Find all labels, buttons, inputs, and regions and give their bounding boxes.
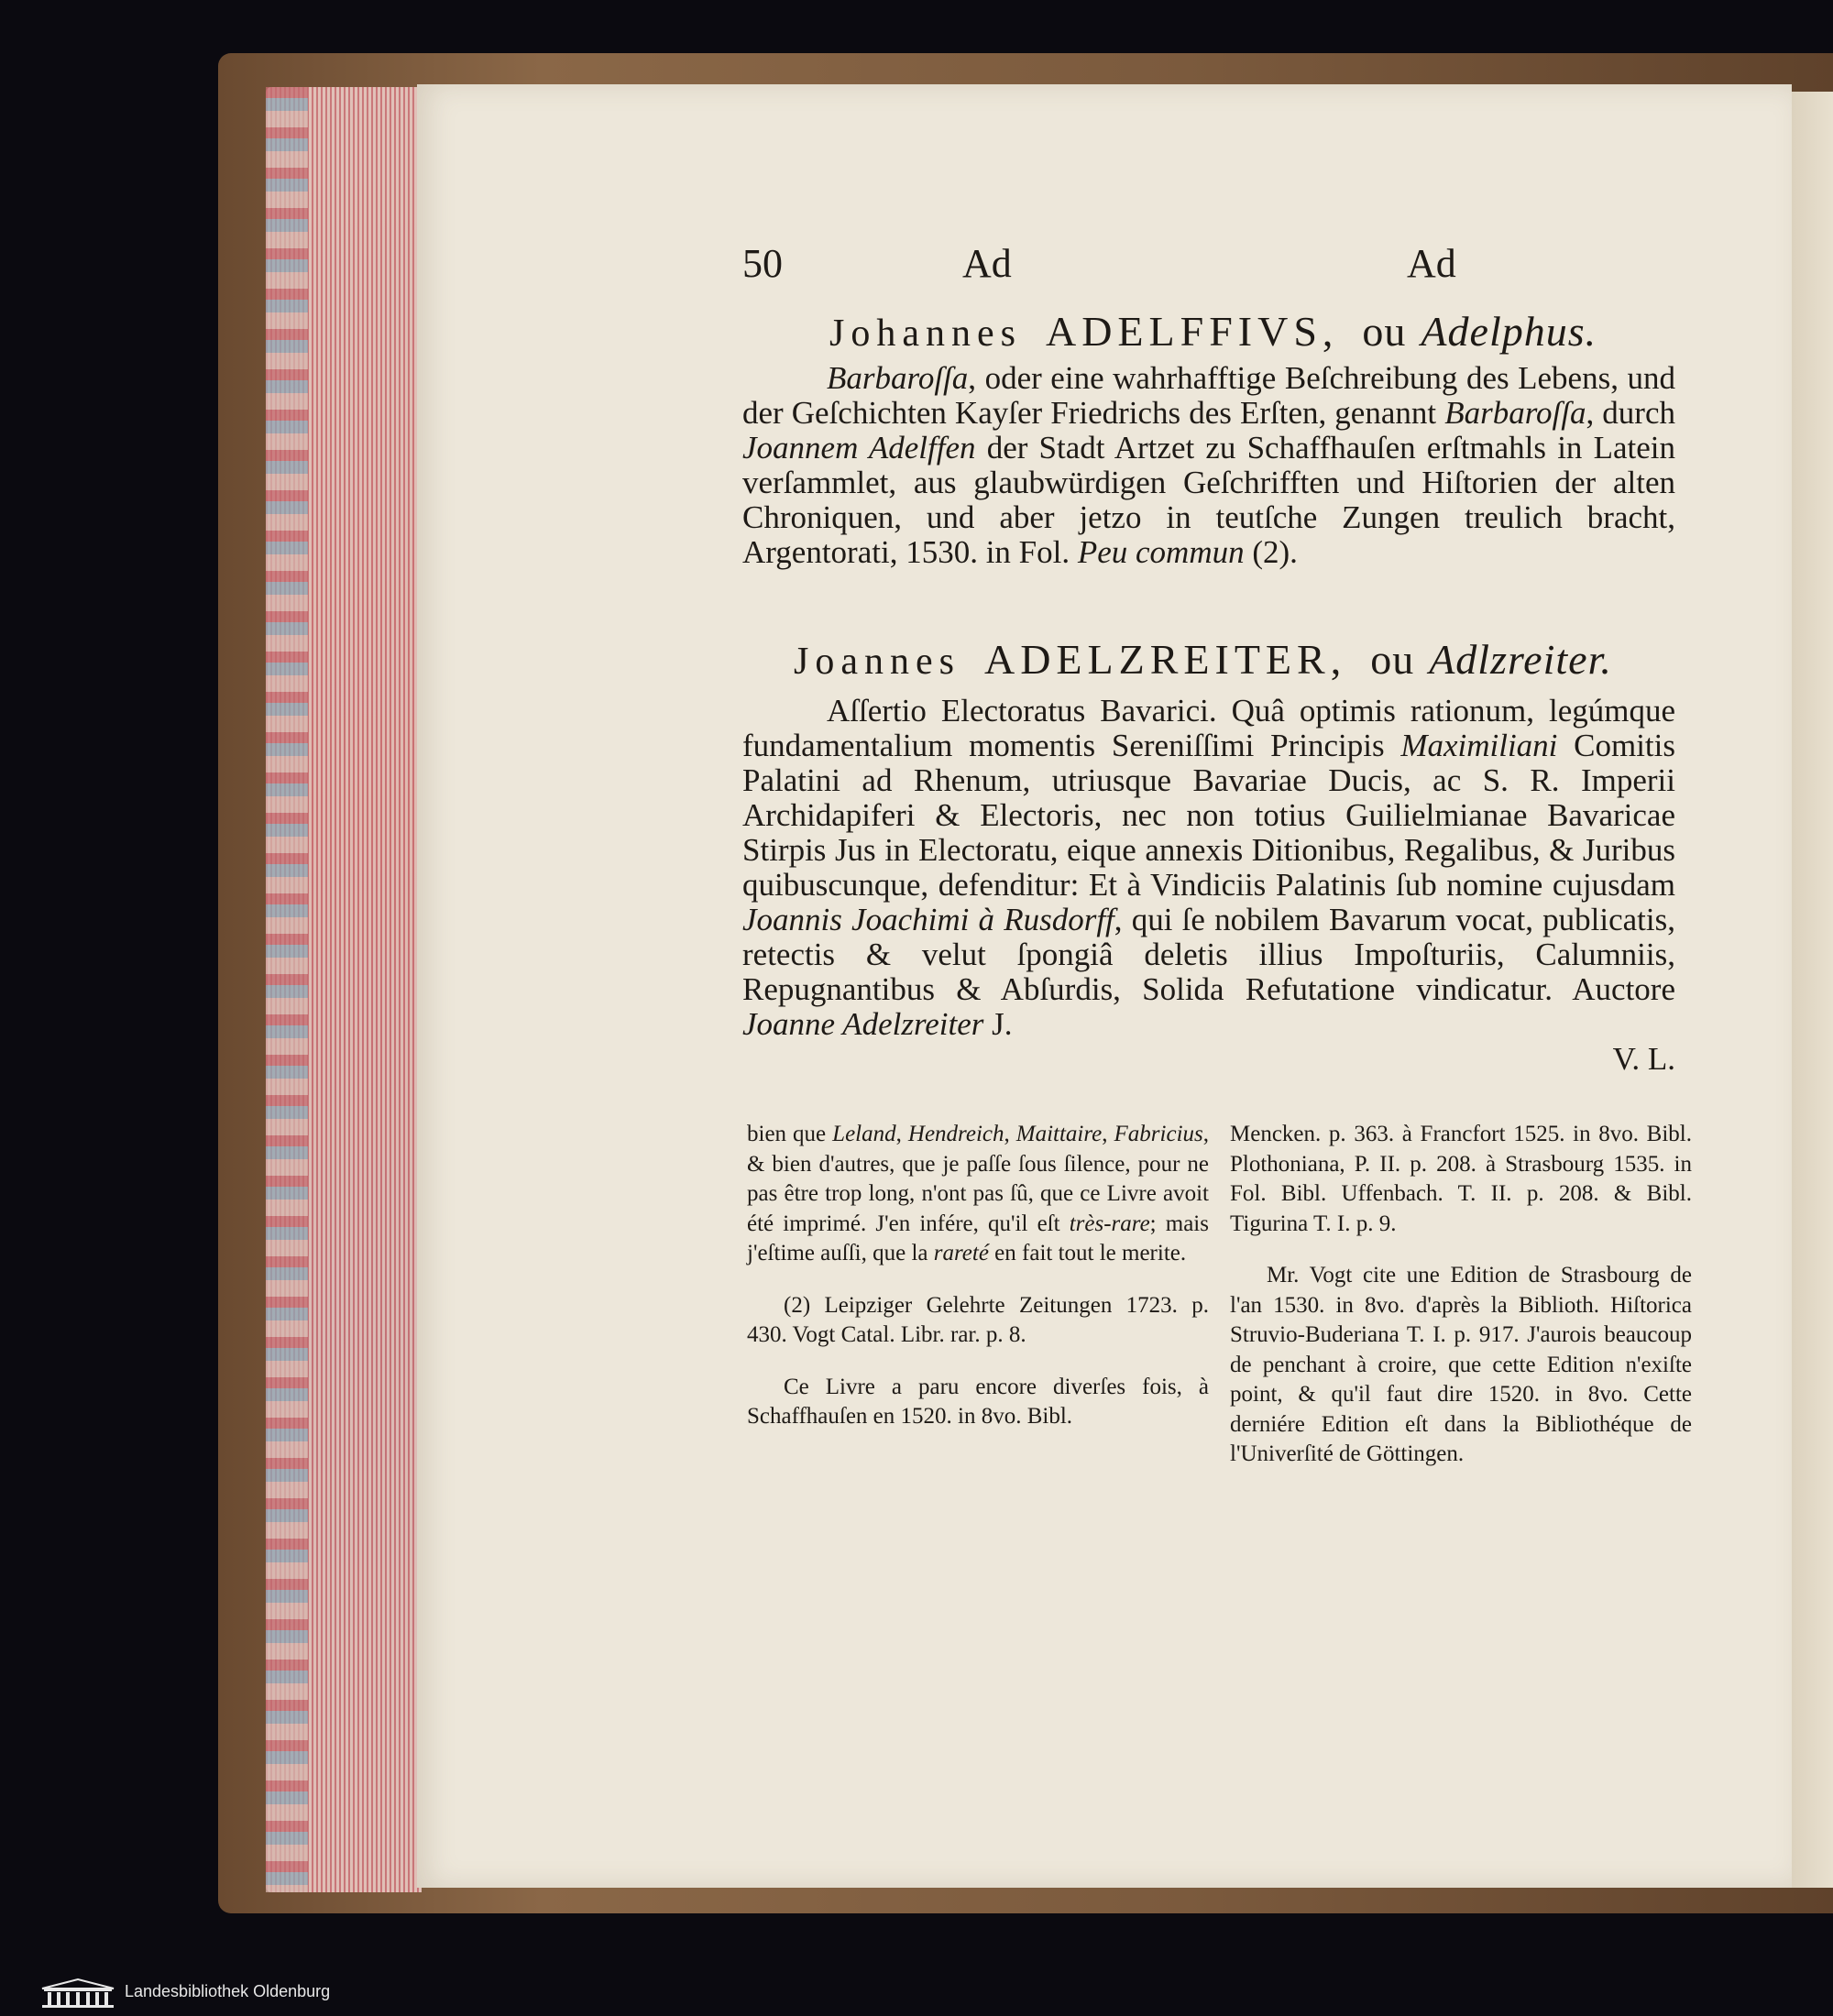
entry-first-name: Johannes [829,312,1022,355]
entry-body-adelffius [742,361,1675,570]
note-text: en fait tout le merite. [988,1241,1187,1265]
running-head-left: Ad [962,241,1012,286]
running-head-right: Ad [1407,241,1456,286]
note-text: , [1102,1122,1114,1146]
library-name: Landesbibliothek Oldenburg [125,1982,331,2000]
entry-title-adelzreiter [794,635,1612,684]
note-text: ; mais j'eſtime auſſi, que la [747,1211,1209,1265]
note-paragraph: Ce Livre a paru encore diverſes fois, à Schaffhauſen en 1520. in 8vo. Bibl. [747,1374,1209,1429]
notes-column-right [1230,1120,1692,1492]
body-text: Aſſertio Electoratus Bavarici. Quâ optimis rationum, legúmque fundamentalium momentis Sereniſſimi Principis [742,693,1675,763]
note-paragraph: Mencken. p. 363. à Francfort 1525. in 8vo. Bibl. Plothoniana, P. II. p. 208. à Strasbourg 1535. in Fol. Bibl. Uffenbach. T. II. p. 208. & Bibl. Tigurina T. I. p. 9. [1230,1122,1692,1236]
footnote-2: (2) Leipziger Gelehrte Zeitungen 1723. p. 430. Vogt Catal. Libr. rar. p. 8. [747,1292,1209,1347]
entry-or: ou [1370,636,1415,683]
entry-or: ou [1362,308,1407,355]
note-text: bien que [747,1122,833,1146]
entry-surname: ADELZREITER, [983,636,1347,683]
marbled-edge [266,87,308,1892]
body-text: , qui ſe nobilem Bavarum vocat, publicatis, retectis & velut ſpongiâ deletis illius Impoſturiis, Calumniis, Repugnantibus & Abſurdis, Solida Refutatione vindicatur. Auctore [742,902,1675,1007]
body-text: , durch [1586,395,1675,431]
title-italic: Barbaroſſa [827,360,969,396]
note-italic: Fabricius [1114,1122,1203,1146]
entry-alt-name: Adelphus. [1421,308,1597,355]
footnote-ref: (2). [1244,534,1298,570]
entry-title-adelffius [829,307,1597,356]
note-paragraph: Mr. Vogt cite une Edition de Strasbourg de l'an 1530. in 8vo. d'après la Biblioth. Hiſtorica Struvio-Buderiana T. I. p. 917. J'aurois beaucoup de penchant à croire, que cette Edition n'exiſte point, & qu'il faut dire 1520. in 8vo. Cette derniére Edition eſt dans la Bibliothéque de l'Univerſité de Göttingen. [1230,1263,1692,1466]
entry-alt-name: Adlzreiter. [1429,636,1612,683]
note-italic: Maittaire [1015,1122,1103,1146]
entry-first-name: Joannes [794,641,960,683]
note-italic: rareté [933,1241,989,1265]
degree-text: V. L. [1612,1041,1675,1077]
name-italic: Joannis Joachimi à Rusdorff [742,902,1114,937]
body-text: der Stadt Artzet zu Schaffhauſen erſtmahls in Latein verſammlet, aus glaubwürdigen Geſchrifften und Hiſtorien der alten Chroniquen, und aber jetzo in teutſche Zungen treulich bracht, Argentorati, 1530. in Fol. [742,430,1675,570]
body-text: Comitis Palatini ad Rhenum, utriusque Bavariae Ducis, ac S. R. Imperii Archidapiferi & Electoris, nec non totius Guilielmianae Bavaricae Stirpis Jus in Electoratu, eique annexis Ditionibus, Regalibus, & Juribus quibuscunque, defenditur: Et à Vindiciis Palatinis ſub nomine cujusdam [742,728,1675,903]
entry-surname: ADELFFIVS, [1045,308,1339,355]
body-text: , oder eine wahrhafftige Beſchreibung des Lebens, und der Geſchichten Kayſer Friedrichs des Erſten, genannt [742,360,1675,431]
page-edges [266,87,422,1892]
author-italic: Joannem Adelffen [742,430,976,466]
note-paragraph [747,1120,1209,1269]
note-text: , [1004,1122,1016,1146]
rarity-italic: Peu commun [1077,534,1245,570]
note-text: , [895,1122,908,1146]
body-text: J. [983,1006,1013,1042]
author-italic: Joanne Adelzreiter [742,1006,984,1042]
note-italic: Hendreich [907,1122,1004,1146]
entry-body-adelzreiter [742,694,1675,1077]
note-text: , & bien d'autres, que je paſſe ſous ſilence, pour ne pas être trop long, n'ont pas ſû, que ce Livre avoit été imprimé. J'en infére, qu'il eſt [747,1122,1209,1236]
name-italic: Maximiliani [1400,728,1558,763]
library-building-icon [38,1978,117,2009]
note-italic: Leland [832,1122,896,1146]
title-italic: Barbaroſſa [1444,395,1586,431]
note-italic: très-rare [1069,1211,1150,1236]
notes-column-left [747,1120,1209,1454]
page-number: 50 [742,241,783,286]
